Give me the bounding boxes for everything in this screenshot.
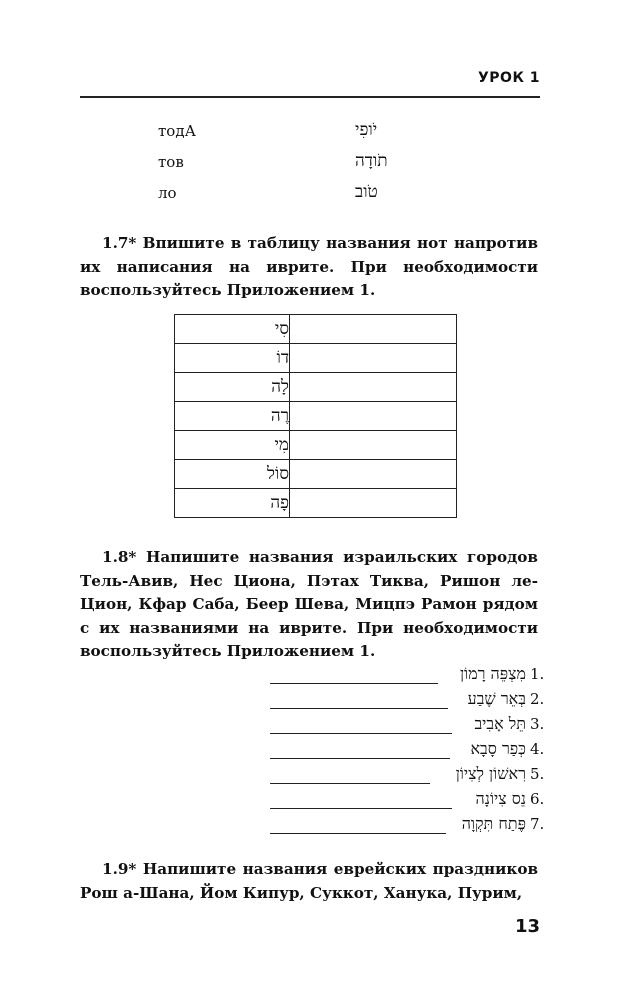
list-item xyxy=(270,689,550,714)
word-pairs-list xyxy=(80,118,540,211)
item-number: 7. xyxy=(530,815,545,833)
answer-cell[interactable] xyxy=(290,489,457,518)
russian-word: ло xyxy=(158,184,177,202)
lesson-title: УРОК 1 xyxy=(477,70,540,86)
hebrew-city-name: רִאשׁוֹן לְצִיוֹן xyxy=(455,764,526,783)
word-pair xyxy=(80,118,540,149)
notes-table xyxy=(174,314,457,518)
answer-cell[interactable] xyxy=(290,373,457,402)
hebrew-word: תֹודָה xyxy=(355,151,388,171)
item-number: 3. xyxy=(530,715,545,733)
hebrew-word: טֹוב xyxy=(355,182,378,202)
table-row xyxy=(175,344,457,373)
answer-cell[interactable] xyxy=(290,402,457,431)
hebrew-note: דוֹ xyxy=(175,344,290,373)
table-row xyxy=(175,460,457,489)
hebrew-word: יֹופִי xyxy=(355,120,378,140)
hebrew-note: סוֹל xyxy=(175,460,290,489)
answer-line[interactable] xyxy=(270,683,438,684)
hebrew-city-name: בְּאֵר שֶׁבַע xyxy=(467,689,526,708)
list-item xyxy=(270,739,550,764)
table-row xyxy=(175,431,457,460)
table-row xyxy=(175,315,457,344)
answer-cell[interactable] xyxy=(290,344,457,373)
list-item xyxy=(270,664,550,689)
exercise-1-8-instructions: 1.8* Напишите названия израильских городов Тель-Авив, Нес Циона, Пэтах Тиква, Ришон ле-Цион, Кфар Саба, Беер Шева, Мицпэ Рамон рядом с их названиями на иврите. При необходимости воспользуйтесь Приложением 1. xyxy=(80,548,538,660)
hebrew-city-name: מִצְפֵּה רָמוֹן xyxy=(459,664,526,683)
table-row xyxy=(175,489,457,518)
exercise-1-7-instructions: 1.7* Впишите в таблицу названия нот напротив их написания на иврите. При необходимости воспользуйтесь Приложением 1. xyxy=(80,234,538,299)
page-number: 13 xyxy=(514,916,540,937)
exercise-1-9-instructions: 1.9* Напишите названия еврейских праздников Рош а-Шана, Йом Кипур, Суккот, Ханука, Пурим, xyxy=(80,860,538,902)
hebrew-city-name: כְּפַר סָבָא xyxy=(470,739,526,758)
hebrew-note: סִי xyxy=(175,315,290,344)
hebrew-note: רֶה xyxy=(175,402,290,431)
item-number: 1. xyxy=(530,665,545,683)
item-number: 4. xyxy=(530,740,545,758)
answer-line[interactable] xyxy=(270,833,446,834)
hebrew-city-name: פֶּתַח תִּקְוָה xyxy=(461,814,526,833)
hebrew-city-name: תֵּל אָבִיב xyxy=(474,714,526,733)
table-row xyxy=(175,402,457,431)
list-item xyxy=(270,714,550,739)
item-number: 6. xyxy=(530,790,545,808)
answer-line[interactable] xyxy=(270,808,452,809)
hebrew-note: לָה xyxy=(175,373,290,402)
cities-list xyxy=(270,664,550,839)
page-header xyxy=(80,66,540,98)
russian-word: тодА xyxy=(158,122,196,140)
answer-cell[interactable] xyxy=(290,460,457,489)
answer-line[interactable] xyxy=(270,783,430,784)
answer-line[interactable] xyxy=(270,758,450,759)
list-item xyxy=(270,764,550,789)
list-item xyxy=(270,814,550,839)
word-pair xyxy=(80,180,540,211)
item-number: 5. xyxy=(530,765,545,783)
item-number: 2. xyxy=(530,690,545,708)
table-row xyxy=(175,373,457,402)
answer-cell[interactable] xyxy=(290,431,457,460)
list-item xyxy=(270,789,550,814)
answer-line[interactable] xyxy=(270,733,452,734)
answer-line[interactable] xyxy=(270,708,448,709)
russian-word: тов xyxy=(158,153,184,171)
word-pair xyxy=(80,149,540,180)
answer-cell[interactable] xyxy=(290,315,457,344)
hebrew-note: פָה xyxy=(175,489,290,518)
hebrew-note: מִי xyxy=(175,431,290,460)
hebrew-city-name: נֵס צִיוֹנָה xyxy=(475,789,526,808)
